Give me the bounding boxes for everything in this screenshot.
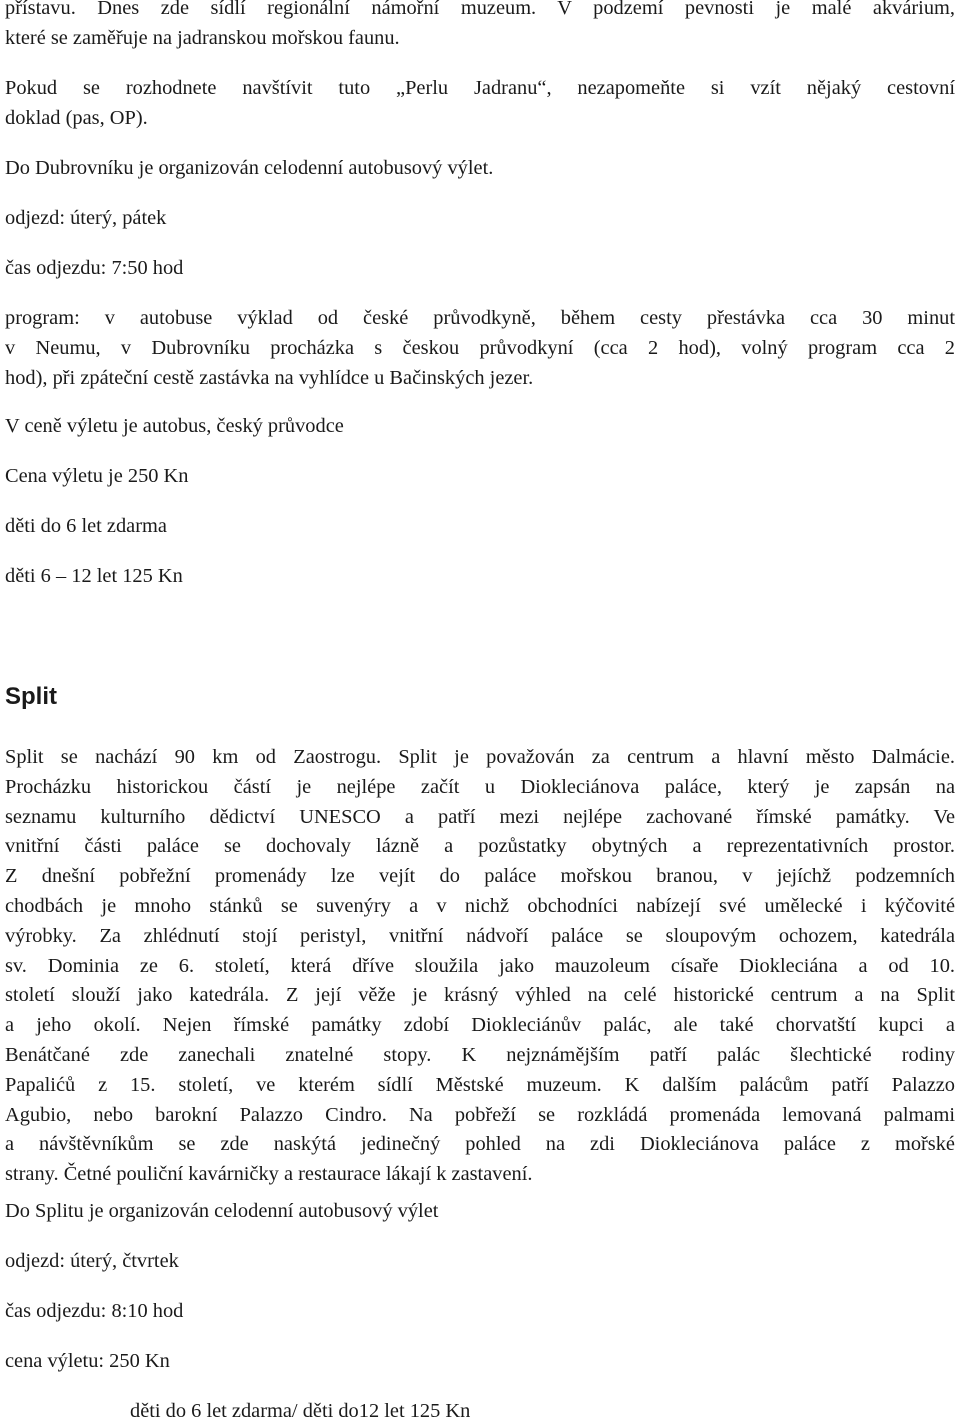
paragraph-line: které se zaměřuje na jadranskou mořskou faunu. [5,26,400,49]
split-description [5,743,955,1190]
paragraph-line: Split se nachází 90 km od Zaostrogu. Split je považován za centrum a hlavní město Dalmácie. [5,746,955,768]
paragraph-line: sv. Dominia ze 6. století, která dříve sloužila jako mauzoleum císaře Diokleciána a od 10. [5,954,955,977]
paragraph-line: Papalićů z 15. století, ve kterém sídlí Městské muzeum. K dalším palácům patří Palazzo [5,1073,955,1096]
paragraph-line: výrobky. Za zhlédnutí stojí peristyl, vnitřní nádvoří paláce se sloupovým ochozem, katedrála [5,924,955,947]
paragraph-line: hod), při zpáteční cestě zastávka na vyhlídce u Bačinských jezer. [5,366,534,389]
split-departure: odjezd: úterý, čtvrtek [5,1250,179,1272]
paragraph-line: Agubio, nebo barokní Palazzo Cindro. Na pobřeží se rozkládá promenáda lemovaná palmami [5,1103,955,1126]
split-children: děti do 6 let zdarma/ děti do12 let 125 Kn [130,1400,471,1422]
split-price: cena výletu: 250 Kn [5,1350,170,1372]
dubrovnik-trip-intro: Do Dubrovníku je organizován celodenní autobusový výlet. [5,157,494,179]
split-trip-intro: Do Splitu je organizován celodenní autobusový výlet [5,1200,439,1222]
paragraph-line: a jeho okolí. Nejen římské památky zdobí Diokleciánův palác, ale také chorvatští kupci a [5,1014,955,1037]
paragraph-line: doklad (pas, OP). [5,106,148,129]
paragraph-line: seznamu kulturního dědictví UNESCO a patří mezi nejlépe zachované římské památky. Ve [5,805,955,828]
paragraph-line: chodbách je mnoho stánků se suvenýry a v nichž obchodníci nabízejí své umělecké i kýčovité [5,894,955,917]
museum-paragraph [5,0,955,54]
paragraph-line: program: v autobuse výklad od české průvodkyně, během cesty přestávka cca 30 minut [5,307,955,329]
split-heading: Split [5,683,57,710]
paragraph-line: vnitřní části paláce se dochovaly lázně a pozůstatky obytných a reprezentativních prostor. [5,835,955,858]
dubrovnik-children-price: děti 6 – 12 let 125 Kn [5,565,183,587]
dubrovnik-program [5,304,955,393]
split-time: čas odjezdu: 8:10 hod [5,1300,184,1322]
paragraph-line: Pokud se rozhodnete navštívit tuto „Perlu Jadranu“, nezapomeňte si vzít nějaký cestovní [5,77,955,99]
paragraph-line: a návštěvníkům se zde naskýtá jedinečný pohled na zdi Diokleciánova paláce z mořské [5,1133,955,1156]
dubrovnik-time: čas odjezdu: 7:50 hod [5,257,184,279]
paragraph-line: Procházku historickou částí je nejlépe začít u Diokleciánova paláce, který je zapsán na [5,775,955,798]
paragraph-line: strany. Četné pouliční kavárničky a restaurace lákají k zastavení. [5,1163,533,1186]
paragraph-line: přístavu. Dnes zde sídlí regionální námořní muzeum. V podzemí pevnosti je malé akvárium, [5,0,955,19]
dubrovnik-price: Cena výletu je 250 Kn [5,465,189,487]
paragraph-line: Z dnešní pobřežní promenády lze vejít do paláce mořskou branou, v jejíchž podzemních [5,865,955,888]
paragraph-line: v Neumu, v Dubrovníku procházka s českou průvodkyní (cca 2 hod), volný program cca 2 [5,336,955,359]
pearl-paragraph [5,74,955,134]
paragraph-line: století slouží jako katedrála. Z její věže je krásný výhled na celé historické centrum a na Split [5,984,955,1007]
dubrovnik-departure: odjezd: úterý, pátek [5,207,167,229]
dubrovnik-children-free: děti do 6 let zdarma [5,515,167,537]
dubrovnik-included: V ceně výletu je autobus, český průvodce [5,415,344,437]
paragraph-line: Benátčané zde zanechali znatelné stopy. K nejznámějším patří palác šlechtické rodiny [5,1043,955,1066]
